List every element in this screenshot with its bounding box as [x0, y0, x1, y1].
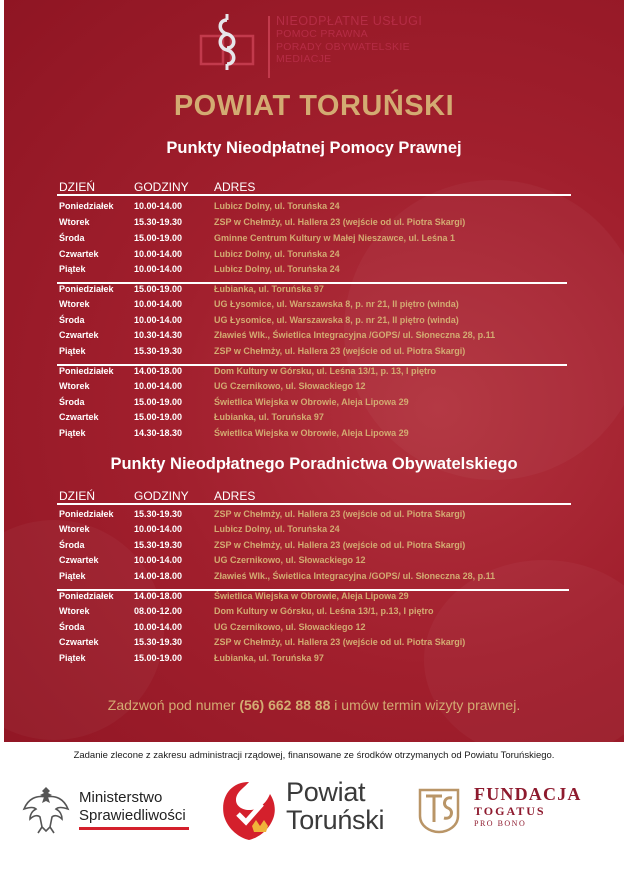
- address-cell: Świetlica Wiejska w Obrowie, Aleja Lipowa 29: [214, 428, 409, 438]
- ministry-line: Sprawiedliwości: [79, 807, 186, 824]
- contact-line: [0, 697, 628, 713]
- ministry-red-bar: [79, 827, 189, 830]
- day-cell: Środa: [59, 540, 85, 550]
- table-row: [0, 509, 628, 525]
- hours-cell: 10.00-14.00: [134, 555, 183, 565]
- table-row: [0, 571, 628, 587]
- ministry-of-justice-logo: [22, 779, 202, 839]
- day-cell: Piątek: [59, 653, 86, 663]
- hours-cell: 10.00-14.00: [134, 524, 183, 534]
- day-cell: Czwartek: [59, 412, 99, 422]
- address-cell: ZSP w Chełmży, ul. Hallera 23 (wejście od ul. Piotra Skargi): [214, 217, 466, 227]
- table-row: [0, 315, 628, 331]
- powiat-line: Toruński: [286, 805, 385, 835]
- hours-cell: 14.30-18.30: [134, 428, 183, 438]
- table-row: [0, 606, 628, 622]
- day-cell: Poniedziałek: [59, 284, 114, 294]
- hours-cell: 15.00-19.00: [134, 412, 183, 422]
- address-cell: ZSP w Chełmży, ul. Hallera 23 (wejście od ul. Piotra Skargi): [214, 540, 466, 550]
- table-row: [0, 330, 628, 346]
- hours-cell: 15.00-19.00: [134, 233, 183, 243]
- powiat-name: [286, 778, 384, 834]
- table-row: [0, 233, 628, 249]
- table-row: [0, 412, 628, 428]
- day-cell: Wtorek: [59, 217, 90, 227]
- powiat-torunski-logo: [216, 776, 416, 848]
- address-cell: Zławieś Wlk., Świetlica Integracyjna /GOPS/ ul. Słoneczna 28, p.11: [214, 330, 496, 340]
- header-rule: [57, 503, 571, 505]
- table-row: [0, 524, 628, 540]
- address-cell: Świetlica Wiejska w Obrowie, Aleja Lipowa 29: [214, 591, 409, 601]
- hours-cell: 15.30-19.30: [134, 346, 183, 356]
- hours-cell: 14.00-18.00: [134, 366, 183, 376]
- address-cell: Lubicz Dolny, ul. Toruńska 24: [214, 524, 340, 534]
- funding-note: Zadanie zlecone z zakresu administracji rządowej, finansowane ze środków otrzymanych od Powiatu Toruńskiego.: [73, 750, 555, 761]
- table-row: [0, 540, 628, 556]
- table-row: [0, 555, 628, 571]
- logo-text: [276, 14, 422, 66]
- day-cell: Środa: [59, 233, 85, 243]
- table-row: [0, 381, 628, 397]
- group-rule: [57, 589, 569, 591]
- address-cell: UG Łysomice, ul. Warszawska 8, p. nr 21, II piętro (winda): [214, 315, 459, 325]
- hours-cell: 10.00-14.00: [134, 622, 183, 632]
- column-header-address: ADRES: [214, 180, 256, 194]
- hours-cell: 10.00-14.00: [134, 201, 183, 211]
- ministry-name: [79, 789, 186, 825]
- contact-suffix: i umów termin wizyty prawnej.: [334, 697, 521, 713]
- column-header-day: DZIEŃ: [59, 489, 95, 503]
- hours-cell: 15.30-19.30: [134, 509, 183, 519]
- group-rule: [57, 282, 567, 284]
- hours-cell: 15.00-19.00: [134, 397, 183, 407]
- address-cell: UG Czernikowo, ul. Słowackiego 12: [214, 622, 366, 632]
- day-cell: Środa: [59, 315, 85, 325]
- table-row: [0, 366, 628, 382]
- column-header-day: DZIEŃ: [59, 180, 95, 194]
- paragraph-section-icon: [198, 12, 256, 74]
- white-eagle-icon: [22, 783, 70, 835]
- column-header-address: ADRES: [214, 489, 256, 503]
- day-cell: Piątek: [59, 346, 86, 356]
- civic-advice-section-title: Punkty Nieodpłatnego Poradnictwa Obywatelskiego: [110, 455, 518, 473]
- day-cell: Piątek: [59, 571, 86, 581]
- day-cell: Środa: [59, 622, 85, 632]
- county-title: POWIAT TORUŃSKI: [173, 90, 455, 122]
- table-row: [0, 264, 628, 280]
- hours-cell: 15.30-19.30: [134, 637, 183, 647]
- hours-cell: 15.00-19.00: [134, 653, 183, 663]
- togatus-line: TOGATUS: [474, 804, 546, 818]
- address-cell: Łubianka, ul. Toruńska 97: [214, 653, 324, 663]
- address-cell: UG Czernikowo, ul. Słowackiego 12: [214, 555, 366, 565]
- phone-number[interactable]: (56) 662 88 88: [239, 697, 331, 713]
- address-cell: Lubicz Dolny, ul. Toruńska 24: [214, 264, 340, 274]
- logo-line: POMOC PRAWNA: [276, 28, 368, 40]
- address-cell: Dom Kultury w Górsku, ul. Leśna 13/1, p.13, I piętro: [214, 606, 434, 616]
- day-cell: Czwartek: [59, 637, 99, 647]
- table-row: [0, 346, 628, 362]
- address-cell: Łubianka, ul. Toruńska 97: [214, 284, 324, 294]
- day-cell: Wtorek: [59, 606, 90, 616]
- day-cell: Poniedziałek: [59, 509, 114, 519]
- day-cell: Piątek: [59, 428, 86, 438]
- day-cell: Czwartek: [59, 249, 99, 259]
- table-row: [0, 249, 628, 265]
- day-cell: Poniedziałek: [59, 591, 114, 601]
- hours-cell: 10.00-14.00: [134, 315, 183, 325]
- legal-aid-logo: [190, 10, 450, 80]
- address-cell: Łubianka, ul. Toruńska 97: [214, 412, 324, 422]
- day-cell: Czwartek: [59, 555, 99, 565]
- logo-line: PORADY OBYWATELSKIE: [276, 40, 410, 53]
- fundacja-togatus-logo: [416, 782, 616, 838]
- table-row: [0, 653, 628, 669]
- hours-cell: 15.30-19.30: [134, 540, 183, 550]
- day-cell: Poniedziałek: [59, 366, 114, 376]
- address-cell: Lubicz Dolny, ul. Toruńska 24: [214, 249, 340, 259]
- ministry-line: Ministerstwo: [79, 789, 163, 806]
- table-row: [0, 299, 628, 315]
- day-cell: Wtorek: [59, 299, 90, 309]
- column-header-hours: GODZINY: [134, 180, 189, 194]
- address-cell: Świetlica Wiejska w Obrowie, Aleja Lipowa 29: [214, 397, 409, 407]
- table-row: [0, 622, 628, 638]
- powiat-line: Powiat: [286, 777, 366, 807]
- table-row: [0, 201, 628, 217]
- day-cell: Wtorek: [59, 524, 90, 534]
- legal-aid-section-title: Punkty Nieodpłatnej Pomocy Prawnej: [166, 139, 462, 157]
- hours-cell: 10.00-14.00: [134, 381, 183, 391]
- hours-cell: 10.00-14.00: [134, 249, 183, 259]
- address-cell: Lubicz Dolny, ul. Toruńska 24: [214, 201, 340, 211]
- togatus-line: FUNDACJA: [474, 784, 582, 804]
- togatus-line: PRO BONO: [474, 819, 527, 828]
- address-cell: UG Czernikowo, ul. Słowackiego 12: [214, 381, 366, 391]
- hours-cell: 14.00-18.00: [134, 571, 183, 581]
- logo-divider: [268, 16, 270, 78]
- table-row: [0, 591, 628, 607]
- powiat-emblem-icon: [216, 776, 282, 846]
- table-row: [0, 637, 628, 653]
- table-row: [0, 217, 628, 233]
- hours-cell: 15.30-19.30: [134, 217, 183, 227]
- hours-cell: 10.00-14.00: [134, 299, 183, 309]
- address-cell: ZSP w Chełmży, ul. Hallera 23 (wejście od ul. Piotra Skargi): [214, 346, 466, 356]
- group-rule: [57, 364, 567, 366]
- logo-line: NIEODPŁATNE USŁUGI: [276, 14, 423, 28]
- table-row: [0, 397, 628, 413]
- hours-cell: 10.00-14.00: [134, 264, 183, 274]
- address-cell: Zławieś Wlk., Świetlica Integracyjna /GOPS/ ul. Słoneczna 28, p.11: [214, 571, 496, 581]
- contact-prefix: Zadzwoń pod numer: [107, 697, 236, 713]
- table-row: [0, 284, 628, 300]
- header-rule: [57, 194, 571, 196]
- hours-cell: 14.00-18.00: [134, 591, 183, 601]
- togatus-monogram-icon: [416, 786, 462, 834]
- day-cell: Poniedziałek: [59, 201, 114, 211]
- hours-cell: 10.30-14.30: [134, 330, 183, 340]
- address-cell: UG Łysomice, ul. Warszawska 8, p. nr 21, II piętro (winda): [214, 299, 459, 309]
- day-cell: Czwartek: [59, 330, 99, 340]
- hours-cell: 15.00-19.00: [134, 284, 183, 294]
- column-header-hours: GODZINY: [134, 489, 189, 503]
- address-cell: Dom Kultury w Górsku, ul. Leśna 13/1, p. 13, I piętro: [214, 366, 437, 376]
- table-row: [0, 428, 628, 444]
- address-cell: Gminne Centrum Kultury w Małej Nieszawce, ul. Leśna 1: [214, 233, 456, 243]
- address-cell: ZSP w Chełmży, ul. Hallera 23 (wejście od ul. Piotra Skargi): [214, 509, 466, 519]
- day-cell: Piątek: [59, 264, 86, 274]
- logo-line: MEDIACJE: [276, 53, 332, 65]
- address-cell: ZSP w Chełmży, ul. Hallera 23 (wejście od ul. Piotra Skargi): [214, 637, 466, 647]
- hours-cell: 08.00-12.00: [134, 606, 183, 616]
- day-cell: Wtorek: [59, 381, 90, 391]
- day-cell: Środa: [59, 397, 85, 407]
